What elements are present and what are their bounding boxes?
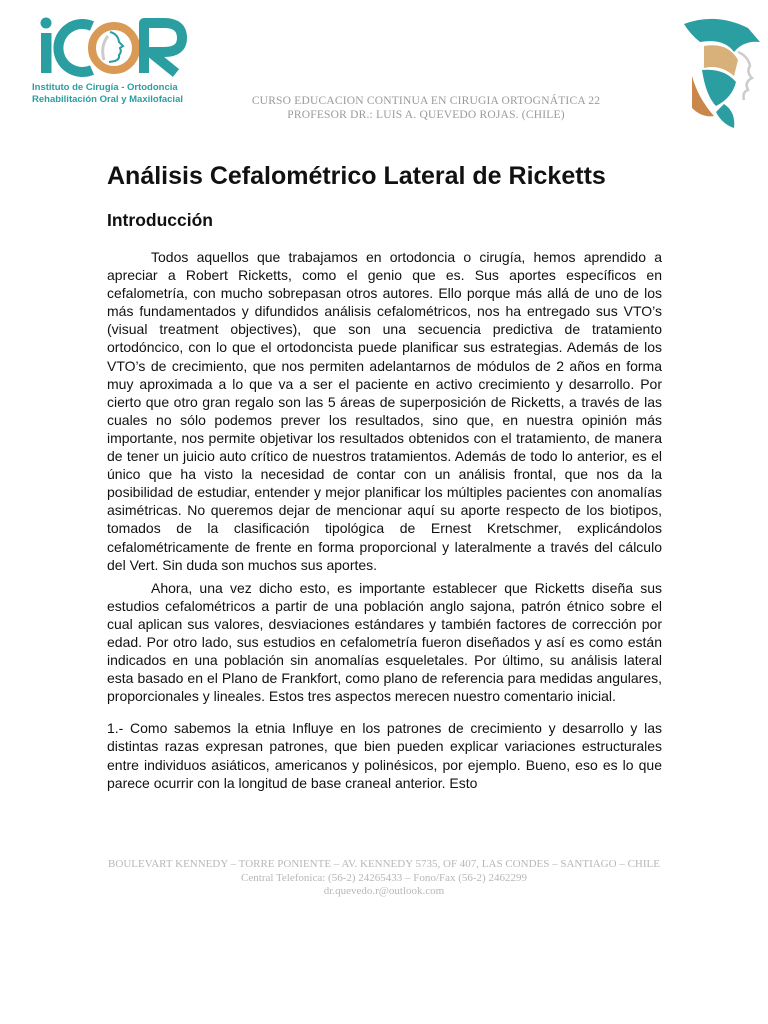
- icor-logo: [30, 14, 190, 114]
- face-profile-logo: [664, 12, 764, 132]
- paragraph-1: Todos aquellos que trabajamos en ortodoncia o cirugía, hemos aprendido a apreciar a Robert Ricketts, como el genio que es. Sus aportes específicos en cefalometría, con mucho sobrepasan otros autores. Ello porque más allá de uno de los más fundamentados y difundidos análisis cefalométricos, nos ha entregado sus VTO’s (visual treatment objectives), que son una secuencia predictiva de tratamiento ortodóncico, con lo que el ortodoncista puede planificar sus estrategias. Además de los VTO’s de crecimiento, que nos permiten adelantarnos de módulos de 2 años en forma muy aproximada a lo que va a ser el paciente en activo crecimiento y desarrollo. Por cierto que otro gran regalo son las 5 áreas de superposición de Ricketts, a través de las cuales no sólo podemos prever los resultados, sino que, en nuestra opinión más importante, nos permite objetivar los resultados obtenidos con el tratamiento, de manera de tener un juicio auto crítico de nuestros tratamientos. Además de todo lo anterior, es el único que ha visto la necesidad de contar con un análisis frontal, que nos da la posibilidad de estudiar, entender y mejor planificar los múltiples pacientes con anomalías asimétricas. No queremos dejar de mencionar aquí su aporte respecto de los biotipos, tomados de la clasificación tipológica de Ernest Kretschmer, explicándolos cefalométricamente de frente en forma proporcional y lateralmente a través del cálculo del Vert. Sin duda son muchos sus aportes.: [107, 249, 662, 573]
- paragraph-2: Ahora, una vez dicho esto, es importante establecer que Ricketts diseña sus estudios cefalométricos a partir de una población anglo sajona, patrón étnico sobre el cual aplican sus valores, desviaciones estándares y también factores de corrección por edad. Por otro lado, sus estudios en cefalometría fueron diseñados y así es como están indicados en una población sin anomalías esqueletales. Por último, su análisis lateral esta basado en el Plano de Frankfort, como plano de referencia para medidas angulares, proporcionales y lineales. Estos tres aspectos merecen nuestro comentario inicial.: [107, 579, 662, 705]
- page-footer: [108, 858, 660, 899]
- face-profile-icon: [664, 12, 764, 132]
- course-header-line1: CURSO EDUCACION CONTINUA EN CIRUGIA ORTOGNÁTICA 22: [251, 95, 601, 107]
- logo-subtitle-line1: Instituto de Cirugía - Ortodoncia: [32, 82, 178, 93]
- course-header-line2: PROFESOR DR.: LUIS A. QUEVEDO ROJAS. (CHILE): [287, 109, 565, 121]
- document-title: Análisis Cefalométrico Lateral de Ricketts: [107, 162, 606, 190]
- logo-subtitle: [32, 82, 183, 106]
- paragraph-3: 1.- Como sabemos la etnia Influye en los patrones de crecimiento y desarrollo y las distintas razas expresan patrones, que bien pueden explicar variaciones estructurales entre individuos asiáticos, americanos y polinésicos, por ejemplo. Bueno, eso es lo que parece ocurrir con la longitud de base craneal anterior. Esto: [107, 720, 662, 791]
- footer-address: BOULEVART KENNEDY – TORRE PONIENTE – AV. KENNEDY 5735, OF 407, LAS CONDES – SANTIAGO – CHILE: [108, 858, 660, 870]
- icor-wordmark-icon: [30, 14, 190, 80]
- document-body: [107, 248, 662, 797]
- course-header: [200, 94, 652, 122]
- footer-email: dr.quevedo.r@outlook.com: [323, 885, 445, 897]
- section-heading: Introducción: [107, 210, 213, 230]
- logo-subtitle-line2: Rehabilitación Oral y Maxilofacial: [32, 94, 183, 105]
- footer-phone: Central Telefonica: (56-2) 24265433 – Fono/Fax (56-2) 2462299: [241, 871, 527, 884]
